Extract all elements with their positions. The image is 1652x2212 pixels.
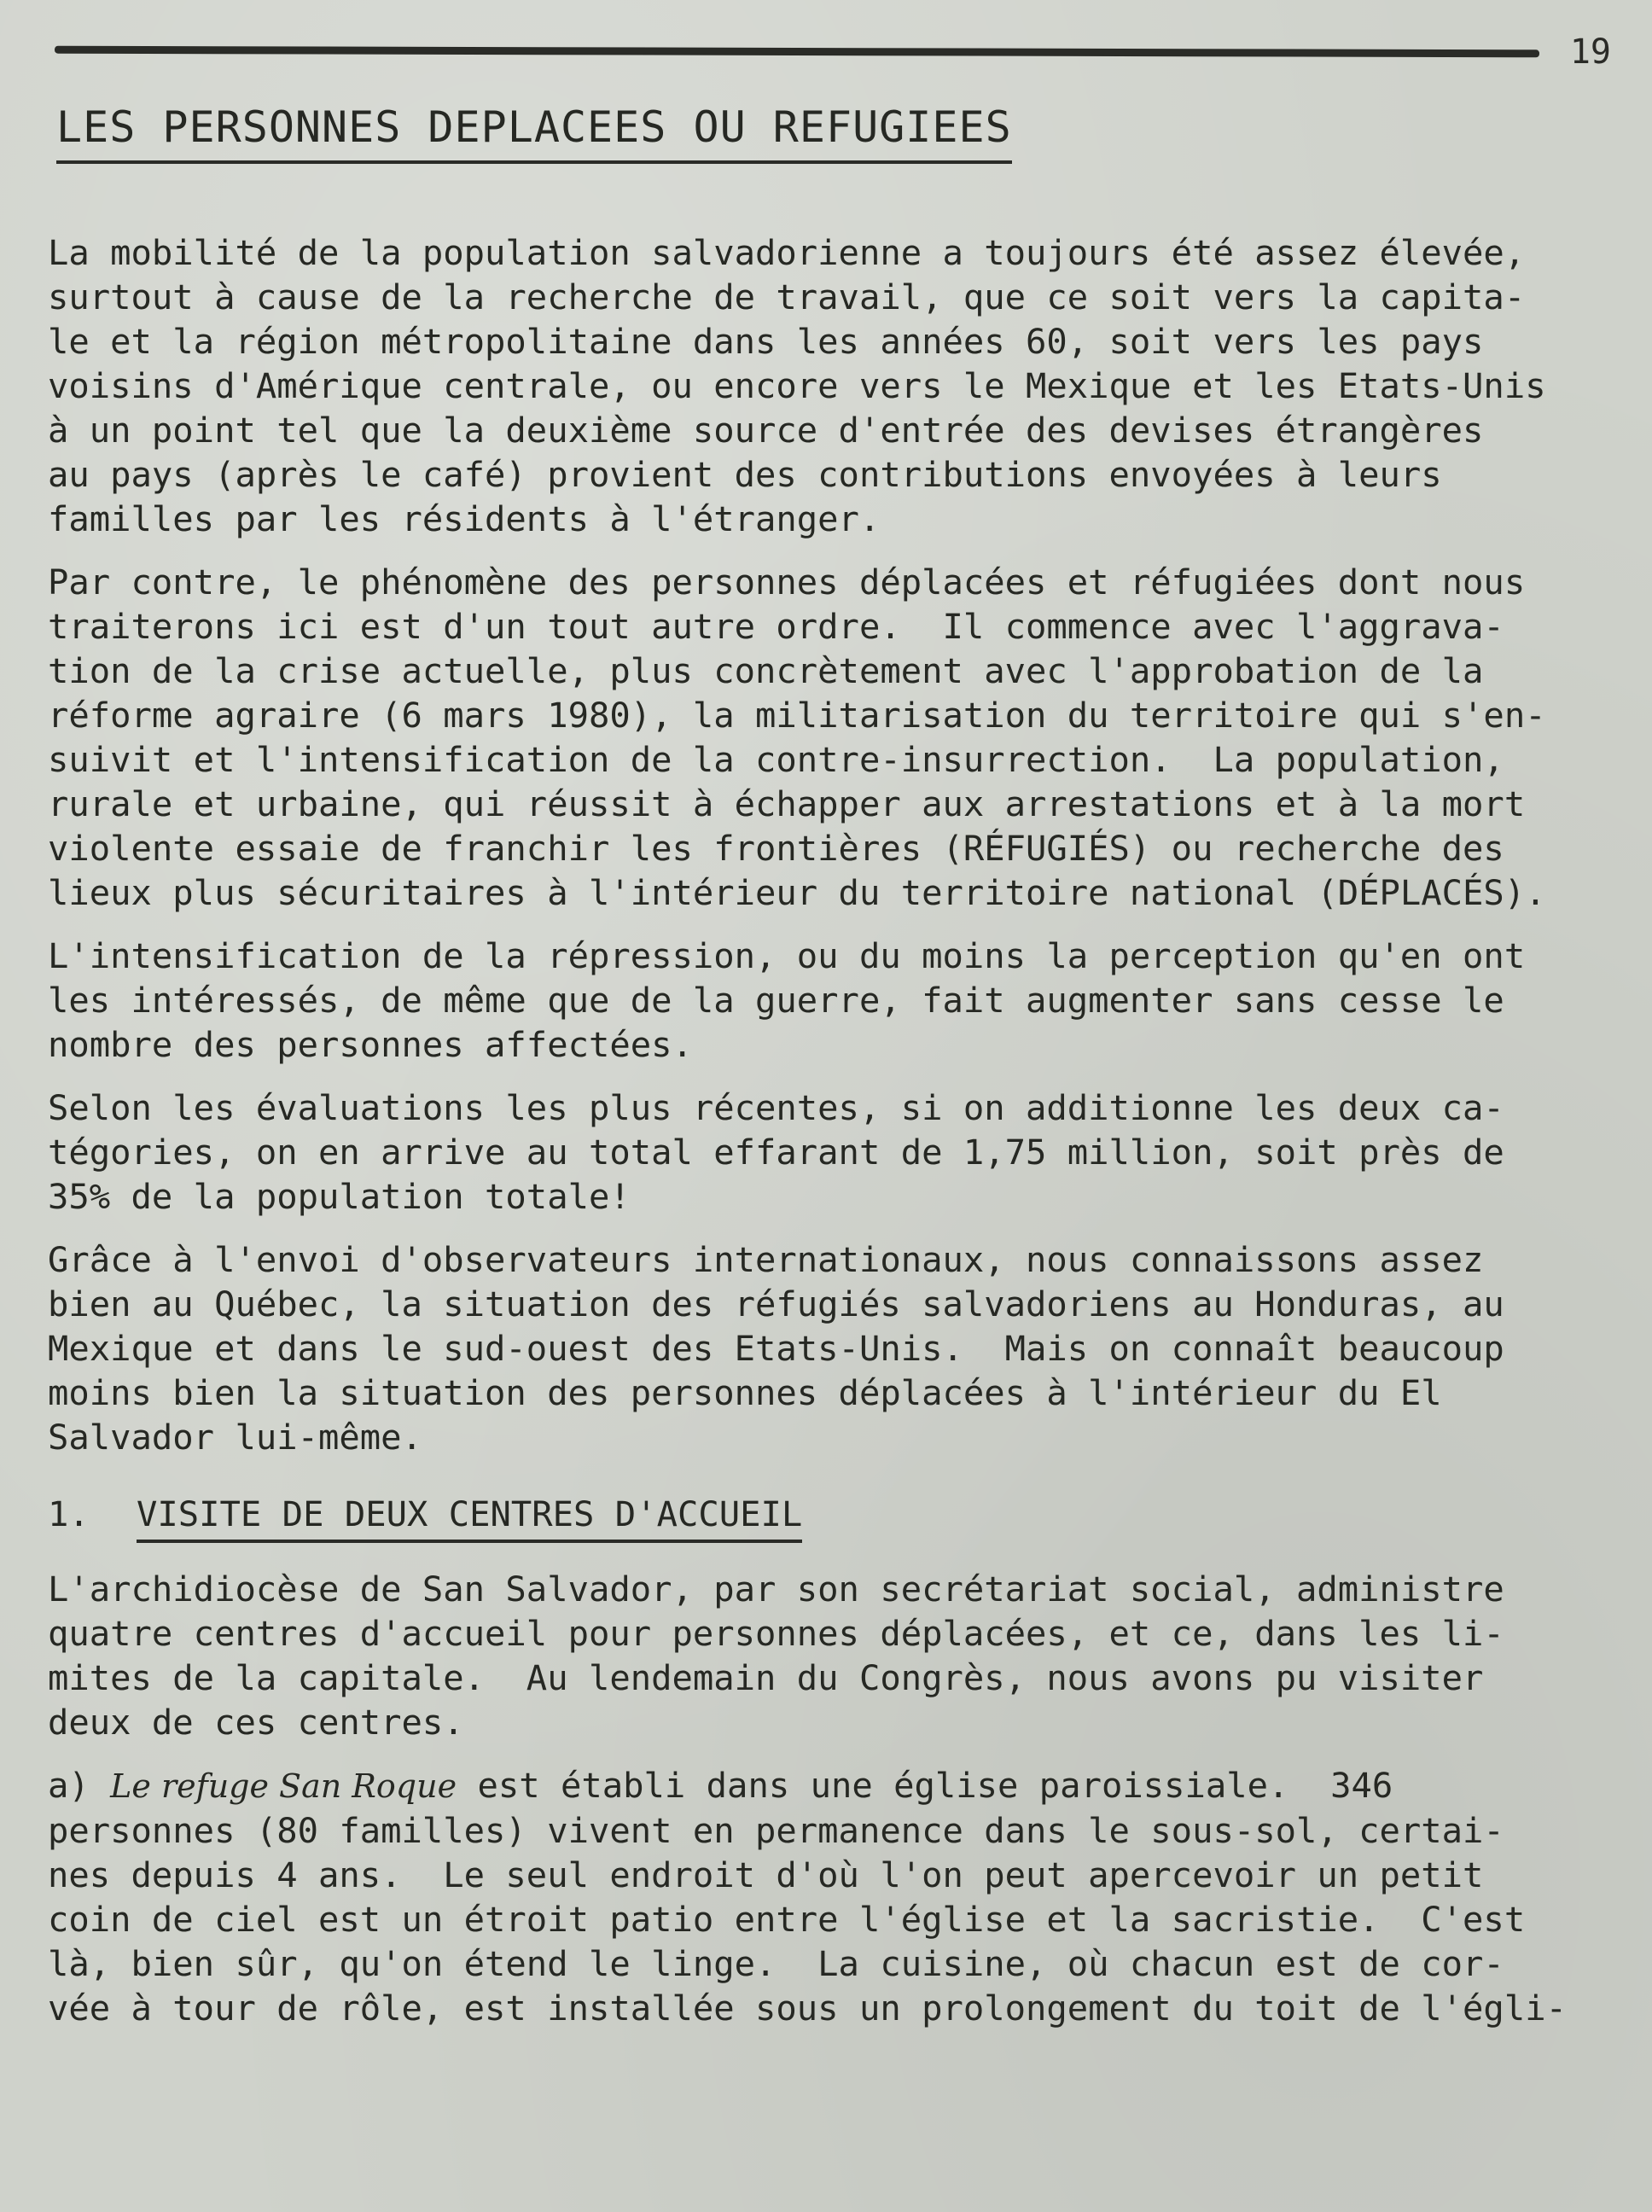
text-line: surtout à cause de la recherche de travail, que ce soit vers la capita- [48, 276, 1526, 317]
text-line: Selon les évaluations les plus récentes, si on additionne les deux ca- [48, 1087, 1504, 1128]
text-line: à un point tel que la deuxième source d'entrée des devises étrangères [48, 410, 1484, 451]
text-line: là, bien sûr, qu'on étend le linge. La cuisine, où chacun est de cor- [48, 1943, 1504, 1984]
section-title: VISITE DE DEUX CENTRES D'ACCUEIL [137, 1493, 802, 1543]
refuge-name: Le refuge San Roque [110, 1767, 457, 1805]
paragraphs [48, 230, 1652, 1459]
page-number: 19 [1569, 32, 1611, 72]
text-line: nes depuis 4 ans. Le seul endroit d'où l'on peut apercevoir un petit [48, 1854, 1484, 1895]
text-line: vée à tour de rôle, est installée sous un prolongement du toit de l'égli- [48, 1988, 1567, 2029]
paragraph [48, 1237, 1652, 1459]
text-line: traiterons ici est d'un tout autre ordre. Il commence avec l'aggrava- [48, 606, 1504, 647]
text-line: violente essaie de franchir les frontières (RÉFUGIÉS) ou recherche des [48, 828, 1504, 869]
text-line: La mobilité de la population salvadorienne a toujours été assez élevée, [48, 232, 1526, 273]
text-line: tion de la crise actuelle, plus concrètement avec l'approbation de la [48, 650, 1484, 691]
text-line: tégories, on en arrive au total effarant de 1,75 million, soit près de [48, 1132, 1504, 1173]
paragraph [48, 934, 1652, 1067]
text-line: suivit et l'intensification de la contre-insurrection. La population, [48, 739, 1504, 780]
text-line: voisins d'Amérique centrale, ou encore vers le Mexique et les Etats-Unis [48, 365, 1546, 406]
section-heading [48, 1490, 1652, 1538]
item-first-line: est établi dans une église paroissiale. 346 [457, 1765, 1393, 1806]
text-line: le et la région métropolitaine dans les années 60, soit vers les pays [48, 321, 1484, 362]
text-line: rurale et urbaine, qui réussit à échapper aux arrestations et à la mort [48, 783, 1526, 824]
text-line [48, 1763, 1652, 1808]
text-line: deux de ces centres. [48, 1702, 464, 1743]
text-line: L'intensification de la répression, ou du moins la perception qu'en ont [48, 935, 1526, 976]
text-line: Salvador lui-même. [48, 1417, 422, 1458]
text-line: coin de ciel est un étroit patio entre l'église et la sacristie. C'est [48, 1899, 1526, 1940]
text-line: mites de la capitale. Au lendemain du Congrès, nous avons pu visiter [48, 1657, 1484, 1698]
paragraph [48, 560, 1652, 915]
text-line: lieux plus sécuritaires à l'intérieur du territoire national (DÉPLACÉS). [48, 872, 1546, 913]
text-line: quatre centres d'accueil pour personnes déplacées, et ce, dans les li- [48, 1613, 1504, 1654]
text-line: L'archidiocèse de San Salvador, par son secrétariat social, administre [48, 1569, 1504, 1610]
body-text [48, 230, 1652, 2049]
text-line: Mexique et dans le sud-ouest des Etats-Unis. Mais on connaît beaucoup [48, 1328, 1504, 1369]
text-line: réforme agraire (6 mars 1980), la militarisation du territoire qui s'en- [48, 695, 1546, 736]
text-line: au pays (après le café) provient des contributions envoyées à leurs [48, 454, 1442, 495]
text-line: personnes (80 familles) vivent en permanence dans le sous-sol, certai- [48, 1810, 1504, 1851]
text-line: Par contre, le phénomène des personnes déplacées et réfugiées dont nous [48, 562, 1526, 602]
list-item-a [48, 1763, 1652, 2030]
paragraph [48, 1086, 1652, 1219]
text-line: les intéressés, de même que de la guerre, fait augmenter sans cesse le [48, 980, 1504, 1021]
section-number: 1. [48, 1493, 90, 1534]
item-marker: a) [48, 1765, 90, 1806]
page-title: LES PERSONNES DEPLACEES OU REFUGIEES [56, 102, 1012, 164]
top-rule [55, 46, 1539, 58]
text-line: 35% de la population totale! [48, 1176, 631, 1217]
text-line: bien au Québec, la situation des réfugiés salvadoriens au Honduras, au [48, 1284, 1504, 1324]
paragraph [48, 230, 1652, 541]
text-line: nombre des personnes affectées. [48, 1024, 693, 1065]
text-line: familles par les résidents à l'étranger. [48, 498, 881, 539]
text-line: moins bien la situation des personnes déplacées à l'intérieur du El [48, 1372, 1442, 1413]
paragraph [48, 1567, 1652, 1744]
text-line: Grâce à l'envoi d'observateurs internationaux, nous connaissons assez [48, 1239, 1484, 1280]
